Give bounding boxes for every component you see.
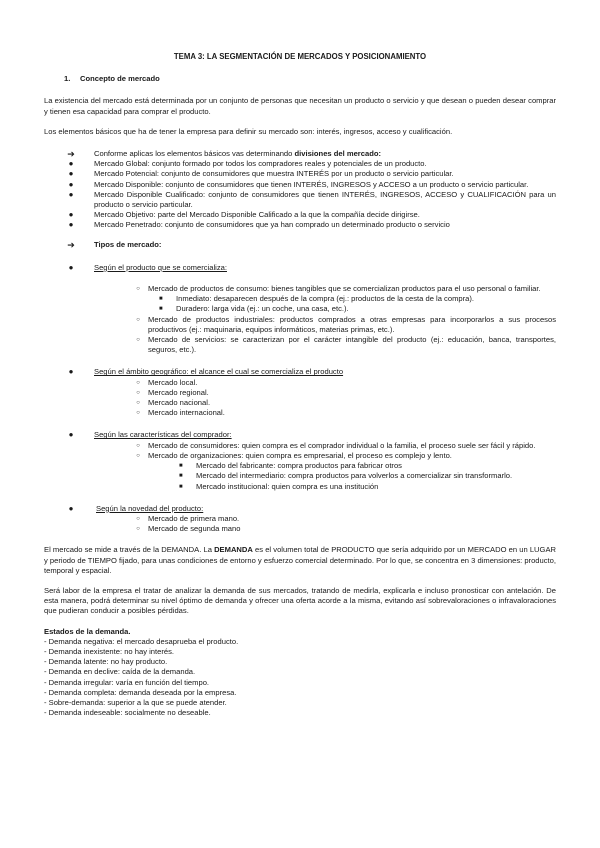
circle-icon: ○ [136,526,140,533]
arrow-icon: ➔ [67,239,75,250]
group-producto-items-2 [44,315,556,356]
list-item-text: Mercado Disponible: conjunto de consumidores que tienen INTERÉS, INGRESOS y ACCESO a un producto o servicio particular. [94,179,529,189]
list-item-text: Mercado de productos de consumo: bienes tangibles que se comercializan productos para el uso personal o familiar. [148,284,541,294]
estado-item: - Demanda negativa: el mercado desaprueba el producto. [44,636,239,646]
paragraph-demanda-a: El mercado se mide a través de la DEMANDA. La [44,545,215,555]
square-icon: ■ [179,463,183,470]
tipos-heading [67,239,556,250]
estados-heading: Estados de la demanda. [44,626,131,636]
section-heading-text: Concepto de mercado [80,74,160,84]
page-title: TEMA 3: LA SEGMENTACIÓN DE MERCADOS Y POSICIONAMIENTO [173,52,427,61]
list-item [68,179,556,190]
section-number: 1. [64,74,71,84]
divisiones-list [44,149,556,231]
arrow-item-bold: divisiones del mercado: [294,149,382,159]
bullet-icon: ● [68,159,74,169]
group-novedad-items [44,514,556,534]
paragraph-demanda-bold: DEMANDA [214,545,253,555]
list-item-text: Mercado regional. [148,387,209,397]
list-item-text: Mercado de consumidores: quien compra es el comprador individual o la familia, el proceso suele ser fácil y rápido. [148,440,536,450]
group-heading-text: Según el ámbito geográfico: el alcance el cual se comercializa el producto [94,367,344,377]
group-heading-text: Según el producto que se comercializa: [94,262,227,272]
bullet-icon: ● [68,220,74,230]
circle-icon: ○ [136,286,140,293]
square-icon: ■ [159,296,163,303]
group-geografico-items [44,378,556,419]
list-item-text: Mercado Penetrado: conjunto de consumidores que ya han comprado un determinado producto o servicio [94,220,450,230]
sub-item-text: Inmediato: desaparecen después de la compra (ej.: productos de la cesta de la compra). [176,294,475,304]
group-comprador [44,430,556,440]
list-item [68,189,556,210]
estado-item: - Sobre-demanda: superior a la que se puede atender. [44,697,227,707]
sub-item [179,471,556,481]
list-item [68,159,556,169]
circle-icon: ○ [136,515,140,522]
list-item [136,335,556,355]
sub-item [159,304,556,314]
sub-item [159,294,556,304]
list-item [136,513,556,524]
circle-icon: ○ [136,452,140,459]
list-item-text: Mercado de segunda mano [148,524,241,534]
list-item [136,408,556,418]
list-item [68,210,556,220]
paragraph-demanda-b: es el volumen total de PRODUCTO que sería adquirido por un MERCADO en un LUGAR y periodo de TIEMPO fijado, para unas condiciones de entorno y esfuerzo comercial determinado. Por lo que, se concentra en 3 dimensiones: producto, temporal y espacial. [44,545,556,575]
list-item-text: Mercado local. [148,377,198,387]
estado-item: - Demanda inexistente: no hay interés. [44,646,175,656]
list-item [136,440,556,451]
bullet-icon: ● [68,367,74,377]
group-heading [68,367,556,377]
square-icon: ■ [179,483,183,490]
square-icon: ■ [179,473,183,480]
paragraph-labor: Será labor de la empresa el tratar de analizar la demanda de sus mercados, tratando de medirla, explicarla e incluso pronosticar con antelación. De esta manera, podrá determinar su nivel óptimo de demanda y ofrecer una oferta acorde a la misma, evitando así sobrevaloraciones o infravaloraciones que pudieran conducir a posibles pérdidas. [44,585,556,616]
square-icon: ■ [159,306,163,313]
circle-icon: ○ [136,442,140,449]
list-item-text: Mercado de organizaciones: quien compra es empresarial, el proceso es complejo y lento. [148,450,452,460]
bullet-icon: ● [68,262,74,272]
list-item-text: Mercado internacional. [148,408,225,418]
estado-item: - Demanda latente: no hay producto. [44,657,168,667]
group-producto-items [44,284,556,294]
group-producto [44,263,556,273]
group-geografico [44,367,556,377]
group-novedad [44,504,556,514]
circle-icon: ○ [136,410,140,417]
list-item [136,398,556,408]
tipos-heading-text: Tipos de mercado: [94,239,162,249]
sub-item-text: Mercado del intermediario: compra productos para volverlos a comercializar sin transformarlo. [196,471,513,481]
group-heading [68,262,556,273]
arrow-icon: ➔ [67,149,75,160]
list-item [136,377,556,388]
arrow-item [67,149,556,160]
bullet-icon: ● [68,210,74,220]
list-item-text: Mercado nacional. [148,398,211,408]
circle-icon: ○ [136,389,140,396]
group-heading-text: Según las características del comprador: [94,430,232,440]
group-heading-text: Según la novedad del producto: [96,503,204,513]
circle-icon: ○ [136,316,140,323]
list-item-text: Mercado Disponible Cualificado: conjunto de consumidores que tienen INTERÉS, INGRESOS, ACCESO y CUALIFICACIÓN para un producto o servicio particular. [94,189,556,210]
list-item-text: Mercado Objetivo: parte del Mercado Disponible Calificado a la que la compañía decide dirigirse. [94,210,420,220]
tipos-heading-list [44,240,556,250]
paragraph-demanda [44,545,556,576]
sub-item-text: Mercado del fabricante: compra productos para fabricar otros [196,461,402,471]
sub-item [179,481,556,492]
bullet-icon: ● [68,179,74,189]
sub-item [179,461,556,471]
group-comprador-items [44,441,556,461]
estado-item: - Demanda irregular: varía en función del tiempo. [44,677,210,687]
list-item-text: Mercado Global: conjunto formado por todos los compradores reales y potenciales de un producto. [94,159,427,169]
list-item-text: Mercado de productos industriales: productos comprados a otras empresas para incorporarlos a sus procesos productivos (ej.: maquinaria, equipos informáticos, materias primas, etc.). [148,314,556,334]
list-item-text: Mercado Potencial: conjunto de consumidores que muestra INTERÉS por un producto o servicio particular. [94,169,454,179]
list-item [136,450,556,461]
list-item-text: Mercado de primera mano. [148,513,240,523]
arrow-item-text: Conforme aplicas los elementos básicos vas determinando [94,149,295,159]
bullet-icon: ● [68,503,74,513]
estado-item: - Demanda indeseable: socialmente no deseable. [44,708,211,718]
circle-icon: ○ [136,400,140,407]
list-item [68,169,556,179]
circle-icon: ○ [136,337,140,344]
bullet-icon: ● [68,169,74,179]
group-heading [68,430,556,440]
sub-item-text: Mercado institucional: quien compra es una institución [196,481,379,491]
paragraph-1: La existencia del mercado está determinada por un conjunto de personas que necesitan un producto o servicio y que desean o pueden desear comprar y tienen esa capacidad para comprar el producto. [44,96,556,116]
list-item-text: Mercado de servicios: se caracterizan por el carácter intangible del producto (ej.: educación, banca, transportes, seguros, etc.). [148,335,556,355]
organizaciones-sub-list [44,461,556,492]
list-item [68,220,556,230]
list-item [136,314,556,335]
circle-icon: ○ [136,379,140,386]
list-item [136,284,556,294]
estado-item: - Demanda en declive: caída de la demanda. [44,667,196,677]
list-item [136,387,556,398]
list-item [136,524,556,534]
estados-list [44,637,556,719]
bullet-icon: ● [68,430,74,440]
bullet-icon: ● [68,189,74,199]
group-heading [68,503,556,514]
sub-item-text: Duradero: larga vida (ej.: un coche, una casa, etc.). [176,304,349,314]
section-heading [64,74,556,84]
estado-item: - Demanda completa: demanda deseada por la empresa. [44,687,237,697]
consumo-sub-list [44,294,556,314]
paragraph-2: Los elementos básicos que ha de tener la empresa para definir su mercado son: interés, ingresos, acceso y cualificación. [44,126,453,136]
